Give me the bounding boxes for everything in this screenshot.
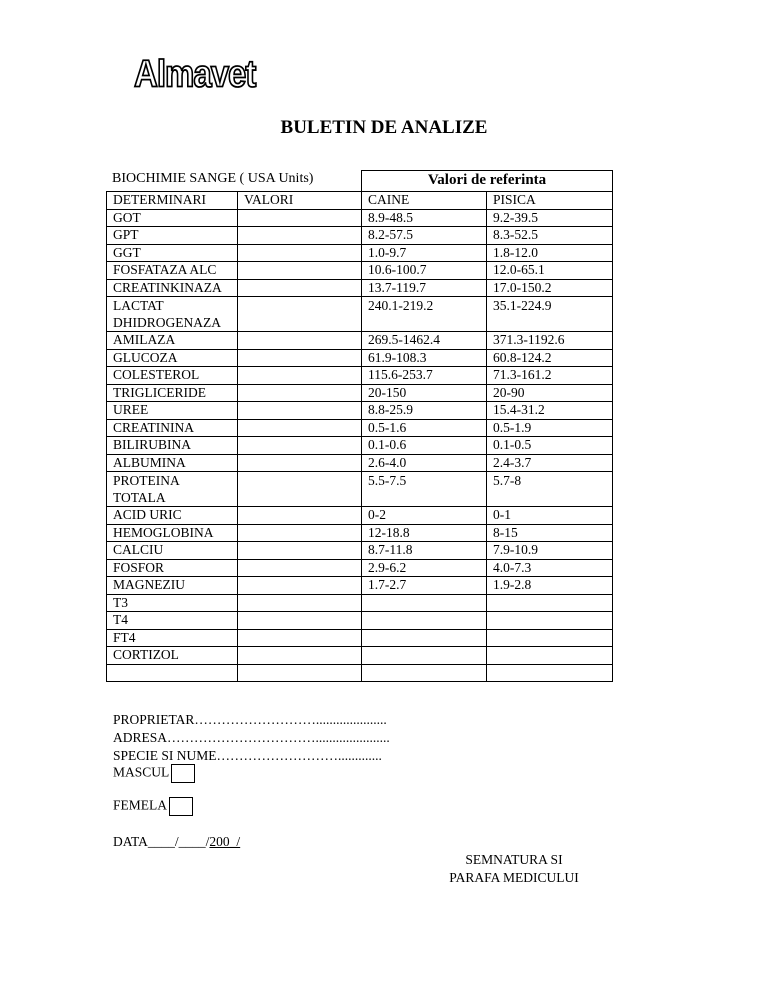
reference-dog-cell: 12-18.8 bbox=[362, 524, 487, 542]
reference-dog-cell: 0-2 bbox=[362, 507, 487, 525]
table-row bbox=[107, 472, 613, 507]
test-name-cell: GPT bbox=[107, 227, 238, 245]
reference-dog-cell: 269.5-1462.4 bbox=[362, 332, 487, 350]
test-name-cell: AMILAZA bbox=[107, 332, 238, 350]
table-row bbox=[107, 542, 613, 560]
reference-cat-cell: 0.5-1.9 bbox=[487, 419, 613, 437]
result-value-cell[interactable] bbox=[238, 524, 362, 542]
reference-cat-cell: 1.9-2.8 bbox=[487, 577, 613, 595]
reference-dog-cell: 61.9-108.3 bbox=[362, 349, 487, 367]
reference-cat-cell: 7.9-10.9 bbox=[487, 542, 613, 560]
signature-line-1: SEMNATURA SI bbox=[465, 852, 563, 867]
reference-dog-cell bbox=[362, 647, 487, 665]
test-name-cell: HEMOGLOBINA bbox=[107, 524, 238, 542]
reference-cat-cell bbox=[487, 629, 613, 647]
table-row bbox=[107, 209, 613, 227]
reference-dog-cell bbox=[362, 594, 487, 612]
result-value-cell[interactable] bbox=[238, 472, 362, 507]
result-value-cell[interactable] bbox=[238, 629, 362, 647]
reference-dog-cell bbox=[362, 612, 487, 630]
test-name-cell: CORTIZOL bbox=[107, 647, 238, 665]
reference-dog-cell: 8.9-48.5 bbox=[362, 209, 487, 227]
result-value-cell[interactable] bbox=[238, 594, 362, 612]
reference-dog-cell: 8.7-11.8 bbox=[362, 542, 487, 560]
reference-cat-cell: 9.2-39.5 bbox=[487, 209, 613, 227]
table-row bbox=[107, 262, 613, 280]
column-header-determinari: DETERMINARI bbox=[107, 192, 238, 210]
table-row bbox=[107, 664, 613, 682]
test-name-cell: UREE bbox=[107, 402, 238, 420]
test-name-cell: BILIRUBINA bbox=[107, 437, 238, 455]
test-name-cell: COLESTEROL bbox=[107, 367, 238, 385]
test-name-cell: TRIGLICERIDE bbox=[107, 384, 238, 402]
result-value-cell[interactable] bbox=[238, 209, 362, 227]
test-name-cell: T4 bbox=[107, 612, 238, 630]
reference-cat-cell bbox=[487, 612, 613, 630]
date-field[interactable] bbox=[113, 834, 240, 850]
reference-dog-cell: 13.7-119.7 bbox=[362, 279, 487, 297]
reference-cat-cell: 5.7-8 bbox=[487, 472, 613, 507]
reference-dog-cell: 8.2-57.5 bbox=[362, 227, 487, 245]
address-field[interactable]: ADRESA……………………………...................... bbox=[113, 730, 390, 745]
result-value-cell[interactable] bbox=[238, 384, 362, 402]
table-row bbox=[107, 297, 613, 332]
result-value-cell[interactable] bbox=[238, 279, 362, 297]
test-name-cell: GGT bbox=[107, 244, 238, 262]
reference-cat-cell bbox=[487, 664, 613, 682]
result-value-cell[interactable] bbox=[238, 297, 362, 332]
table-row bbox=[107, 349, 613, 367]
test-name-cell: MAGNEZIU bbox=[107, 577, 238, 595]
result-value-cell[interactable] bbox=[238, 402, 362, 420]
result-value-cell[interactable] bbox=[238, 437, 362, 455]
result-value-cell[interactable] bbox=[238, 262, 362, 280]
table-top-header-row bbox=[107, 171, 613, 192]
reference-cat-cell: 0-1 bbox=[487, 507, 613, 525]
table-row bbox=[107, 647, 613, 665]
reference-cat-cell: 20-90 bbox=[487, 384, 613, 402]
column-header-pisica: PISICA bbox=[487, 192, 613, 210]
signature-block bbox=[400, 851, 628, 887]
reference-cat-cell: 35.1-224.9 bbox=[487, 297, 613, 332]
table-row bbox=[107, 437, 613, 455]
reference-cat-cell: 60.8-124.2 bbox=[487, 349, 613, 367]
test-name-cell: GLUCOZA bbox=[107, 349, 238, 367]
section-label: BIOCHIMIE SANGE ( USA Units) bbox=[112, 171, 314, 186]
result-value-cell[interactable] bbox=[238, 612, 362, 630]
table-row bbox=[107, 594, 613, 612]
result-value-cell[interactable] bbox=[238, 332, 362, 350]
result-value-cell[interactable] bbox=[238, 349, 362, 367]
table-corner-blank bbox=[107, 171, 362, 192]
result-value-cell[interactable] bbox=[238, 559, 362, 577]
result-value-cell[interactable] bbox=[238, 419, 362, 437]
table-row bbox=[107, 419, 613, 437]
signature-line-2: PARAFA MEDICULUI bbox=[449, 870, 579, 885]
reference-cat-cell bbox=[487, 647, 613, 665]
test-name-cell bbox=[107, 664, 238, 682]
reference-cat-cell: 371.3-1192.6 bbox=[487, 332, 613, 350]
table-row bbox=[107, 612, 613, 630]
reference-cat-cell: 15.4-31.2 bbox=[487, 402, 613, 420]
table-row bbox=[107, 524, 613, 542]
reference-dog-cell: 240.1-219.2 bbox=[362, 297, 487, 332]
reference-cat-cell: 0.1-0.5 bbox=[487, 437, 613, 455]
owner-field[interactable]: PROPRIETAR………………………..................... bbox=[113, 712, 387, 727]
test-name-cell: ALBUMINA bbox=[107, 454, 238, 472]
table-column-header-row bbox=[107, 192, 613, 210]
test-name-cell: PROTEINA TOTALA bbox=[107, 472, 238, 507]
table-row bbox=[107, 227, 613, 245]
reference-cat-cell: 71.3-161.2 bbox=[487, 367, 613, 385]
logo: Almavet bbox=[134, 52, 256, 95]
test-name-cell: FT4 bbox=[107, 629, 238, 647]
result-value-cell[interactable] bbox=[238, 664, 362, 682]
table-row bbox=[107, 559, 613, 577]
table-row bbox=[107, 629, 613, 647]
reference-header: Valori de referinta bbox=[362, 171, 613, 192]
reference-dog-cell: 2.9-6.2 bbox=[362, 559, 487, 577]
test-name-cell: LACTAT DHIDROGENAZA bbox=[107, 297, 238, 332]
table-row bbox=[107, 332, 613, 350]
result-value-cell[interactable] bbox=[238, 454, 362, 472]
column-header-caine: CAINE bbox=[362, 192, 487, 210]
table-row bbox=[107, 384, 613, 402]
reference-dog-cell: 2.6-4.0 bbox=[362, 454, 487, 472]
date-year: 200_/ bbox=[209, 834, 241, 849]
table-row bbox=[107, 507, 613, 525]
reference-cat-cell: 1.8-12.0 bbox=[487, 244, 613, 262]
reference-cat-cell: 12.0-65.1 bbox=[487, 262, 613, 280]
table-row bbox=[107, 402, 613, 420]
female-checkbox[interactable] bbox=[169, 797, 193, 816]
table-row bbox=[107, 454, 613, 472]
species-name-field[interactable]: SPECIE SI NUME………………………............. bbox=[113, 748, 382, 763]
table-row bbox=[107, 279, 613, 297]
result-value-cell[interactable] bbox=[238, 647, 362, 665]
table-row bbox=[107, 577, 613, 595]
analysis-table bbox=[106, 170, 613, 682]
reference-cat-cell: 2.4-3.7 bbox=[487, 454, 613, 472]
reference-cat-cell bbox=[487, 594, 613, 612]
male-checkbox[interactable] bbox=[171, 764, 195, 783]
reference-dog-cell: 115.6-253.7 bbox=[362, 367, 487, 385]
test-name-cell: CALCIU bbox=[107, 542, 238, 560]
column-header-valori: VALORI bbox=[238, 192, 362, 210]
reference-dog-cell: 1.0-9.7 bbox=[362, 244, 487, 262]
result-value-cell[interactable] bbox=[238, 577, 362, 595]
reference-dog-cell bbox=[362, 664, 487, 682]
table-row bbox=[107, 244, 613, 262]
reference-cat-cell: 4.0-7.3 bbox=[487, 559, 613, 577]
reference-cat-cell: 17.0-150.2 bbox=[487, 279, 613, 297]
male-label: MASCUL bbox=[113, 764, 170, 780]
reference-dog-cell: 5.5-7.5 bbox=[362, 472, 487, 507]
test-name-cell: GOT bbox=[107, 209, 238, 227]
test-name-cell: CREATINKINAZA bbox=[107, 279, 238, 297]
male-option bbox=[113, 764, 195, 783]
reference-dog-cell: 20-150 bbox=[362, 384, 487, 402]
test-name-cell: FOSFOR bbox=[107, 559, 238, 577]
reference-cat-cell: 8-15 bbox=[487, 524, 613, 542]
test-name-cell: CREATININA bbox=[107, 419, 238, 437]
reference-dog-cell: 0.1-0.6 bbox=[362, 437, 487, 455]
result-value-cell[interactable] bbox=[238, 367, 362, 385]
reference-cat-cell: 8.3-52.5 bbox=[487, 227, 613, 245]
result-value-cell[interactable] bbox=[238, 542, 362, 560]
test-name-cell: FOSFATAZA ALC bbox=[107, 262, 238, 280]
reference-dog-cell: 8.8-25.9 bbox=[362, 402, 487, 420]
page-title: BULETIN DE ANALIZE bbox=[280, 117, 488, 138]
result-value-cell[interactable] bbox=[238, 507, 362, 525]
reference-dog-cell: 0.5-1.6 bbox=[362, 419, 487, 437]
reference-dog-cell: 1.7-2.7 bbox=[362, 577, 487, 595]
table-row bbox=[107, 367, 613, 385]
reference-dog-cell: 10.6-100.7 bbox=[362, 262, 487, 280]
test-name-cell: ACID URIC bbox=[107, 507, 238, 525]
female-label: FEMELA bbox=[113, 797, 167, 813]
test-name-cell: T3 bbox=[107, 594, 238, 612]
date-prefix: DATA____/____/ bbox=[113, 834, 210, 849]
result-value-cell[interactable] bbox=[238, 244, 362, 262]
reference-dog-cell bbox=[362, 629, 487, 647]
result-value-cell[interactable] bbox=[238, 227, 362, 245]
female-option bbox=[113, 797, 193, 816]
